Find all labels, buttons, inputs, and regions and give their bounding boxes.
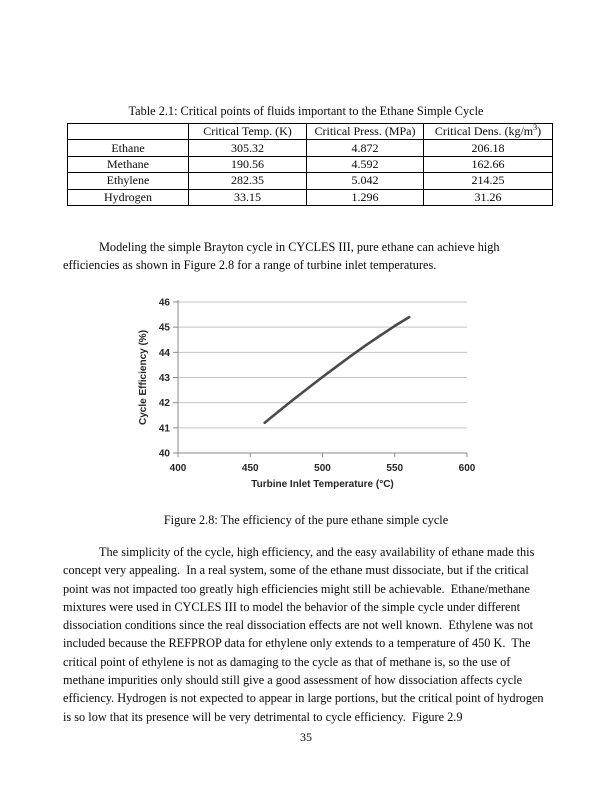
table-row [68,140,553,156]
y-axis-tick-label: 44 [158,347,170,359]
value-cell: 282.35 [189,173,307,189]
y-axis-tick-label: 40 [158,448,170,460]
table-header-cell: Critical Press. (MPa) [307,124,424,140]
fluid-name-cell: Methane [68,156,189,172]
table-header-empty-cell [68,124,189,140]
value-cell: 214.25 [424,173,553,189]
y-axis-tick-label: 43 [158,373,170,384]
table-header-cell: Critical Temp. (K) [189,124,307,140]
value-cell: 5.042 [307,173,424,189]
table-header-cell: Critical Dens. $(kg/m^3)$ [424,124,553,140]
fluid-name-cell: Ethane [68,140,189,156]
y-axis-tick-label: 42 [158,398,170,410]
x-axis-title: Turbine Inlet Temperature (°C) [251,479,394,490]
fluid-name-cell: Ethylene [68,173,189,189]
table-row [68,173,553,189]
value-cell: 4.872 [307,140,424,156]
page-number: 35 [300,730,312,744]
value-cell: 305.32 [189,140,307,156]
table-row [68,189,553,205]
figure-caption: Figure 2.8: The efficiency of the pure ethane simple cycle [163,513,449,527]
table-row [68,156,553,172]
efficiency-line-chart [122,290,482,505]
value-cell: 31.26 [424,189,553,205]
x-axis-tick-label: 500 [314,463,331,474]
table-header-row [68,124,553,140]
intro-paragraph: Modeling the simple Brayton cycle in CYCLES III, pure ethane can achieve high efficiencies as shown in Figure 2.8 for a range of turbine inlet temperatures. [63,240,503,273]
y-axis-tick-label: 46 [158,297,170,309]
x-axis-tick-label: 550 [386,463,404,474]
table-caption: Table 2.1: Critical points of fluids important to the Ethane Simple Cycle [128,104,484,118]
critical-points-table [67,123,553,206]
value-cell: 4.592 [307,156,424,172]
value-cell: 1.296 [307,189,424,205]
value-cell: 33.15 [189,189,307,205]
fluid-name-cell: Hydrogen [68,189,189,205]
efficiency-series-line [265,317,410,423]
y-axis-title: Cycle Efficiency (%) [138,329,149,426]
x-axis-tick-label: 600 [458,463,476,474]
x-axis-tick-label: 450 [241,463,259,474]
value-cell: 206.18 [424,140,553,156]
x-axis-tick-label: 400 [169,463,187,474]
y-axis-tick-label: 41 [158,423,170,435]
superscript-3: 3 [533,123,538,133]
body-paragraph: The simplicity of the cycle, high efficiency, and the easy availability of ethane made this concept very appealing. In a real system, some of the ethane must dissociate, but if the critical point was not impacted too greatly high efficiencies might still be achievable. Ethane/methane mixtures were used in CYCLES III to model the behavior of the simple cycle under different dissociation conditions since the real dissociation effects are not well known. Ethylene was not included because the REFPROP data for ethylene only extends to a temperature of 450 K. The critical point of ethylene is not as damaging to the cycle as that of methane is, so the use of methane impurities only should still give a good assessment of how dissociation affects cycle efficiency. Hydrogen is not expected to appear in large portions, but the critical point of hydrogen is so low that its presence will be very detrimental to cycle efficiency. Figure 2.9 [63,545,547,724]
value-cell: 190.56 [189,156,307,172]
critical-points-table-body [68,124,553,206]
value-cell: 162.66 [424,156,553,172]
y-axis-tick-label: 45 [158,322,170,334]
